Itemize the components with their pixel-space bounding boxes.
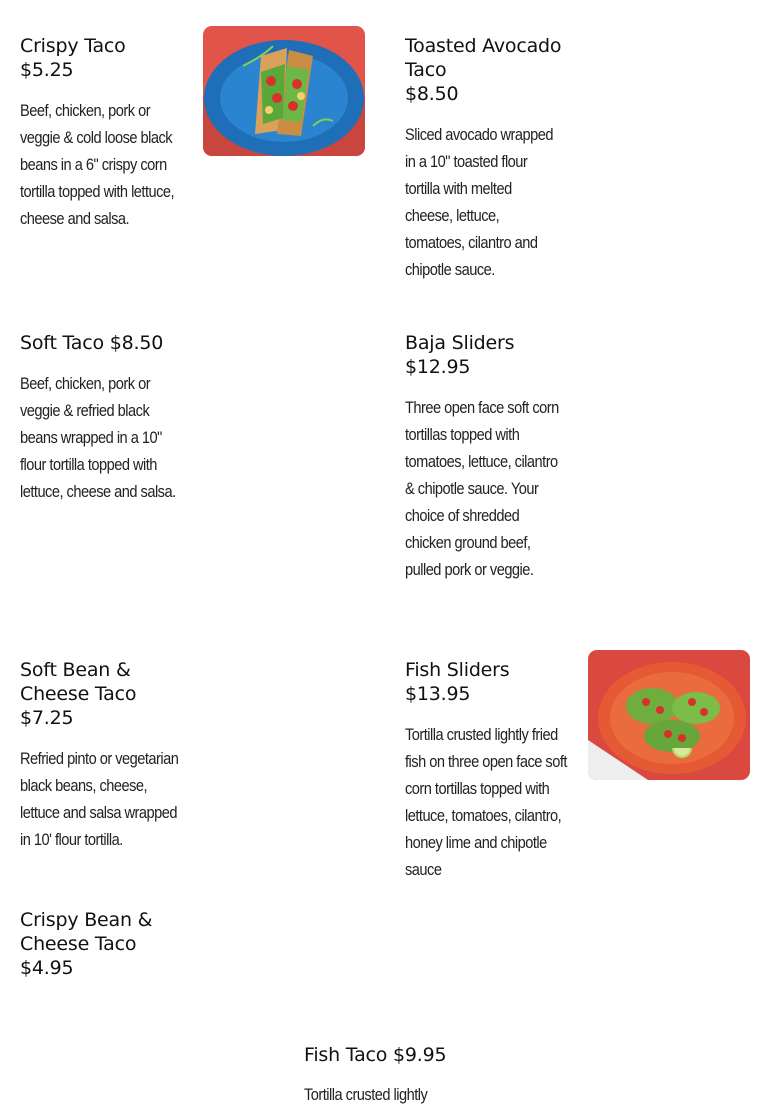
item-description: Tortilla crusted lightly fried fish on three open face soft corn tortillas topped with lettuce, tomatoes, cilantro, honey lime and chipotle sauce bbox=[405, 725, 567, 879]
menu-item-soft-taco bbox=[20, 331, 210, 505]
item-price: $8.50 bbox=[405, 83, 459, 105]
item-price: $12.95 bbox=[405, 356, 471, 378]
menu-item-crispy-taco bbox=[20, 34, 190, 232]
item-price: $13.95 bbox=[405, 683, 471, 705]
item-title: Soft Taco $8.50 bbox=[20, 332, 164, 354]
item-description: Three open face soft corn tortillas topped with tomatoes, lettuce, cilantro & chipotle sauce. Your choice of shredded chicken ground beef, pulled pork or veggie. bbox=[405, 398, 559, 579]
item-title: Fish Taco $9.95 bbox=[304, 1044, 447, 1066]
fish-sliders-photo bbox=[588, 650, 750, 780]
crispy-taco-photo bbox=[203, 26, 365, 156]
menu-item-toasted-avocado-taco bbox=[405, 34, 575, 283]
menu-item-crispy-bean-cheese-taco bbox=[20, 908, 190, 980]
item-description: Tortilla crusted lightly bbox=[304, 1085, 428, 1104]
item-title: Soft Bean & Cheese Taco bbox=[20, 659, 137, 705]
item-title: Crispy Taco bbox=[20, 35, 126, 57]
menu-item-fish-taco bbox=[304, 1043, 494, 1108]
item-description: Sliced avocado wrapped in a 10" toasted flour tortilla with melted cheese, lettuce, tomatoes, cilantro and chipotle sauce. bbox=[405, 125, 553, 279]
item-description: Refried pinto or vegetarian black beans, cheese, lettuce and salsa wrapped in 10' flour tortilla. bbox=[20, 749, 179, 849]
menu-item-fish-sliders bbox=[405, 658, 580, 883]
item-price: $5.25 bbox=[20, 59, 74, 81]
item-price: $7.25 bbox=[20, 707, 74, 729]
item-price: $4.95 bbox=[20, 957, 74, 979]
item-title: Fish Sliders bbox=[405, 659, 510, 681]
item-description: Beef, chicken, pork or veggie & cold loose black beans in a 6" crispy corn tortilla topped with lettuce, cheese and salsa. bbox=[20, 101, 175, 228]
item-title: Crispy Bean & Cheese Taco bbox=[20, 909, 153, 955]
menu-item-baja-sliders bbox=[405, 331, 585, 583]
item-title: Toasted Avocado Taco bbox=[405, 35, 562, 81]
item-title: Baja Sliders bbox=[405, 332, 515, 354]
menu-item-soft-bean-cheese-taco bbox=[20, 658, 190, 853]
item-description: Beef, chicken, pork or veggie & refried black beans wrapped in a 10" flour tortilla topped with lettuce, cheese and salsa. bbox=[20, 374, 176, 501]
